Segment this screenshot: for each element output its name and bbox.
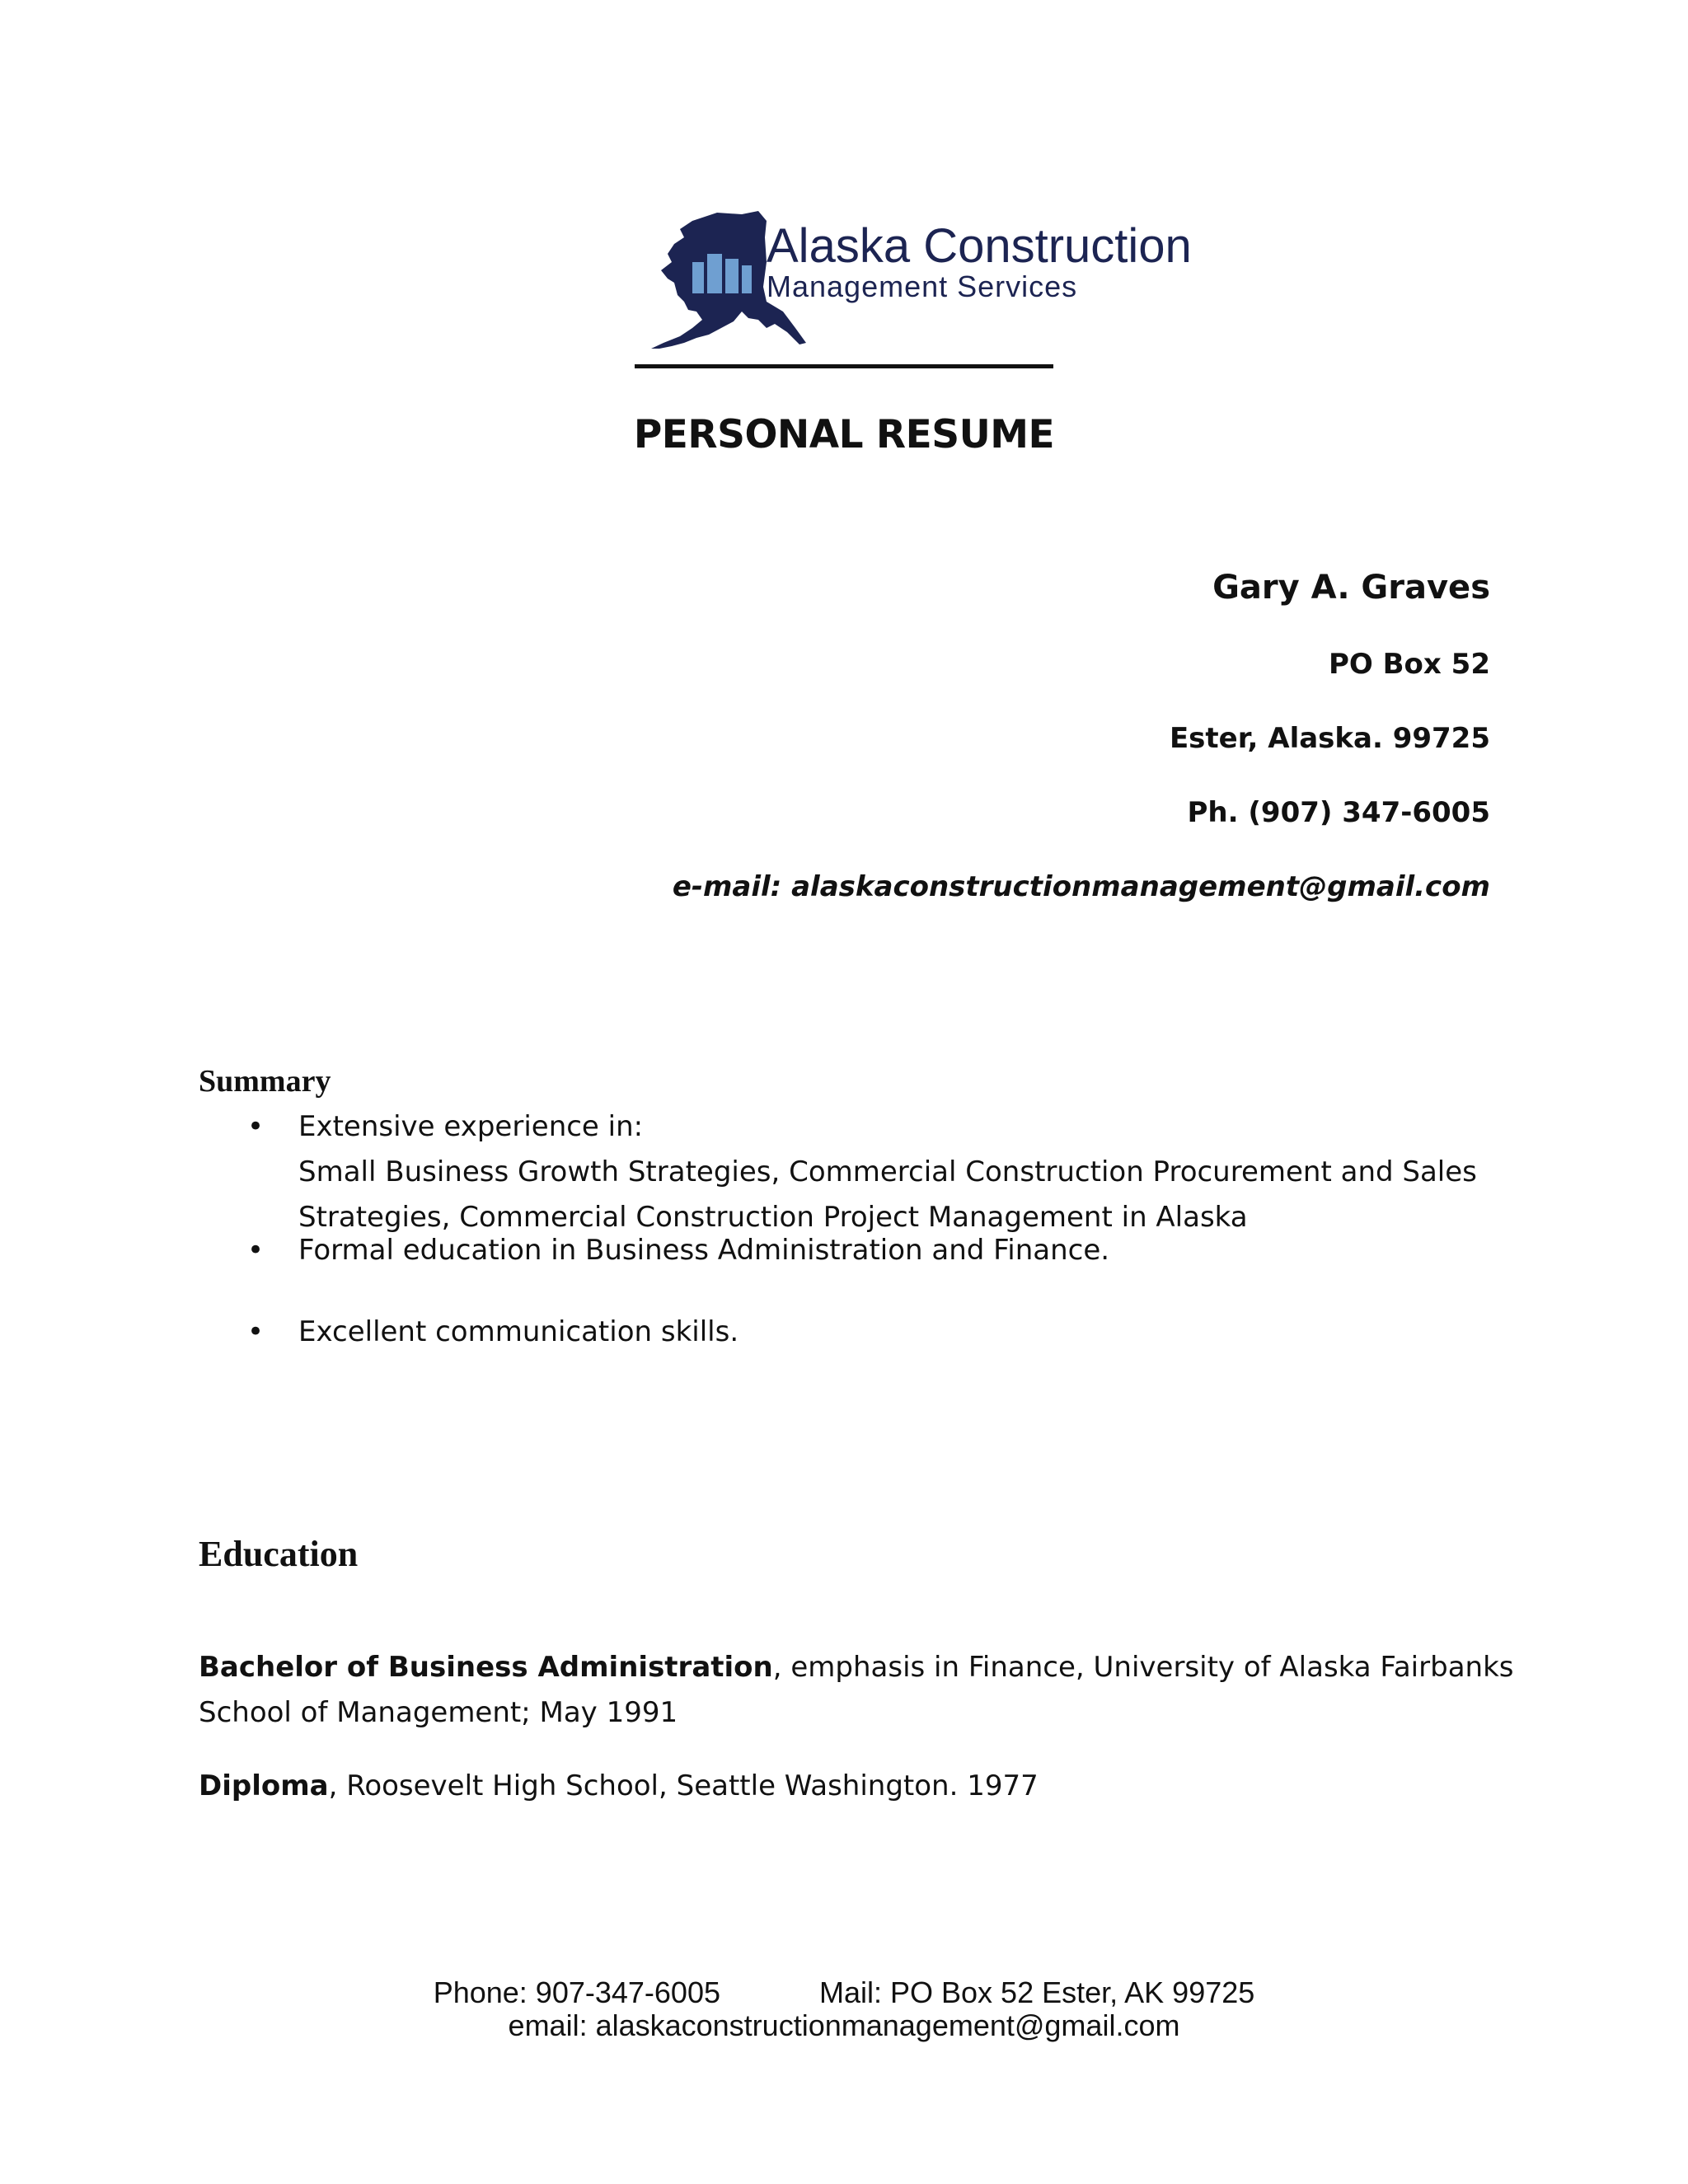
logo-line-2: Management Services	[767, 269, 1078, 303]
contact-name: Gary A. Graves	[1212, 569, 1490, 607]
education-detail: , Roosevelt High School, Seattle Washington. 1977	[328, 1769, 1039, 1802]
summary-item	[247, 1104, 1484, 1234]
summary-item-line: • Extensive experience in:	[298, 1110, 644, 1143]
summary-item-line: • Excellent communication skills.	[298, 1315, 739, 1348]
summary-heading: Summary	[199, 1064, 331, 1099]
page-footer	[0, 1976, 1688, 2042]
education-degree: Diploma	[199, 1769, 329, 1802]
footer-phone: Phone: 907-347-6005	[433, 1975, 720, 2009]
summary-item	[247, 1310, 1484, 1355]
contact-address-line2: Ester, Alaska. 99725	[1169, 722, 1490, 755]
contact-email: e-mail: alaskaconstructionmanagement@gmail.com	[672, 870, 1490, 903]
summary-item-line: Small Business Growth Strategies, Commercial Construction Procurement and Sales	[298, 1155, 1477, 1188]
contact-block	[673, 569, 1490, 903]
summary-item	[247, 1228, 1484, 1310]
summary-item-line: • Formal education in Business Administration and Finance.	[298, 1234, 1110, 1267]
footer-email: email: alaskaconstructionmanagement@gmail.com	[508, 2008, 1180, 2042]
education-degree: Bachelor of Business Administration	[199, 1651, 773, 1684]
footer-mail: Mail: PO Box 52 Ester, AK 99725	[819, 1975, 1255, 2009]
contact-address-line1: PO Box 52	[1328, 648, 1490, 681]
education-detail-line2: School of Management; May 1991	[199, 1696, 678, 1729]
contact-phone: Ph. (907) 347-6005	[1187, 796, 1490, 829]
summary-list	[247, 1104, 1484, 1355]
header-divider	[635, 364, 1053, 368]
logo-line-1: Alaska Construction	[767, 219, 1192, 273]
education-detail: , emphasis in Finance, University of Alaska Fairbanks	[772, 1651, 1514, 1684]
education-entry	[199, 1764, 1517, 1809]
summary-item-line: Strategies, Commercial Construction Project Management in Alaska	[298, 1201, 1248, 1234]
education-entry	[199, 1645, 1517, 1736]
company-logo	[643, 204, 1192, 353]
page-title: PERSONAL RESUME	[633, 412, 1055, 457]
education-heading: Education	[199, 1534, 359, 1574]
